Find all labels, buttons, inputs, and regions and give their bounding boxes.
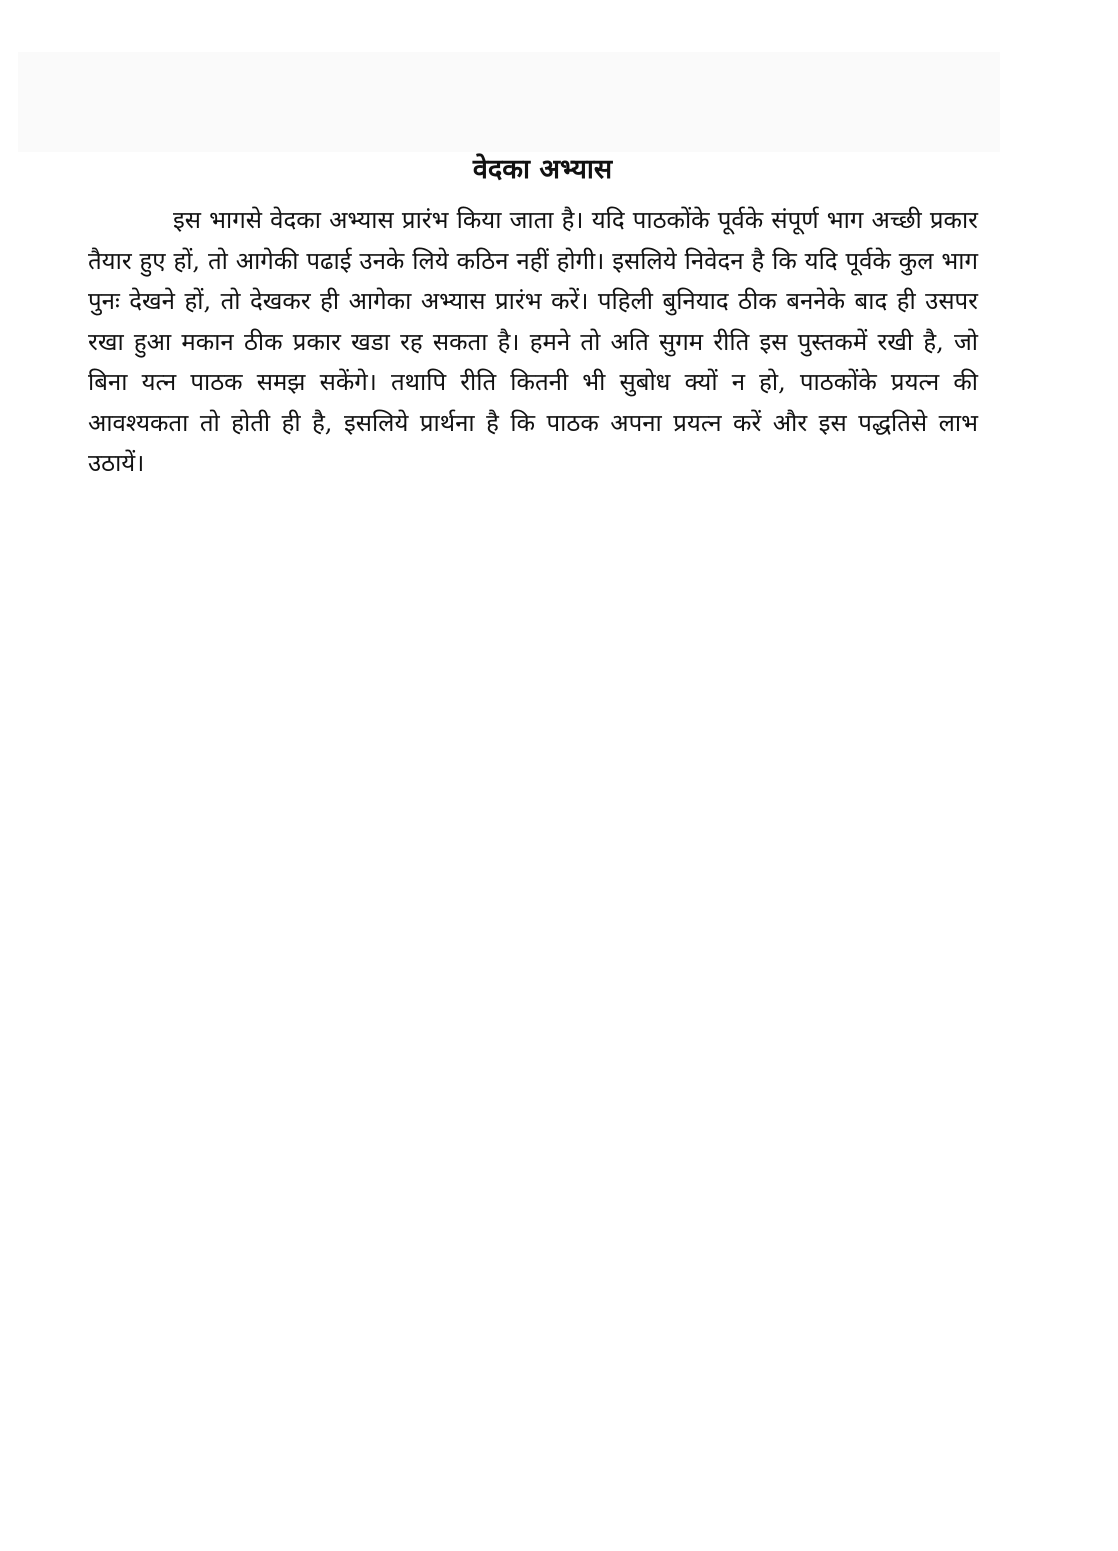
page-header-band	[18, 52, 1000, 152]
body-paragraph: इस भागसे वेदका अभ्यास प्रारंभ किया जाता है। यदि पाठकोंके पूर्वके संपूर्ण भाग अच्छी प्रकार तैयार हुए हों, तो आगेकी पढाई उनके लिये कठिन नहीं होगी। इसलिये निवेदन है कि यदि पूर्वके कुल भाग पुनः देखने हों, तो देखकर ही आगेका अभ्यास प्रारंभ करें। पहिली बुनियाद ठीक बननेके बाद ही उसपर रखा हुआ मकान ठीक प्रकार खडा रह सकता है। हमने तो अति सुगम रीति इस पुस्तकमें रखी है, जो बिना यत्न पाठक समझ सकेंगे। तथापि रीति कितनी भी सुबोध क्यों न हो, पाठकोंके प्रयत्न की आवश्यकता तो होती ही है, इसलिये प्रार्थना है कि पाठक अपना प्रयत्न करें और इस पद्धतिसे लाभ उठायें।	[88, 206, 978, 477]
page-title: वेदका अभ्यास	[472, 154, 613, 185]
